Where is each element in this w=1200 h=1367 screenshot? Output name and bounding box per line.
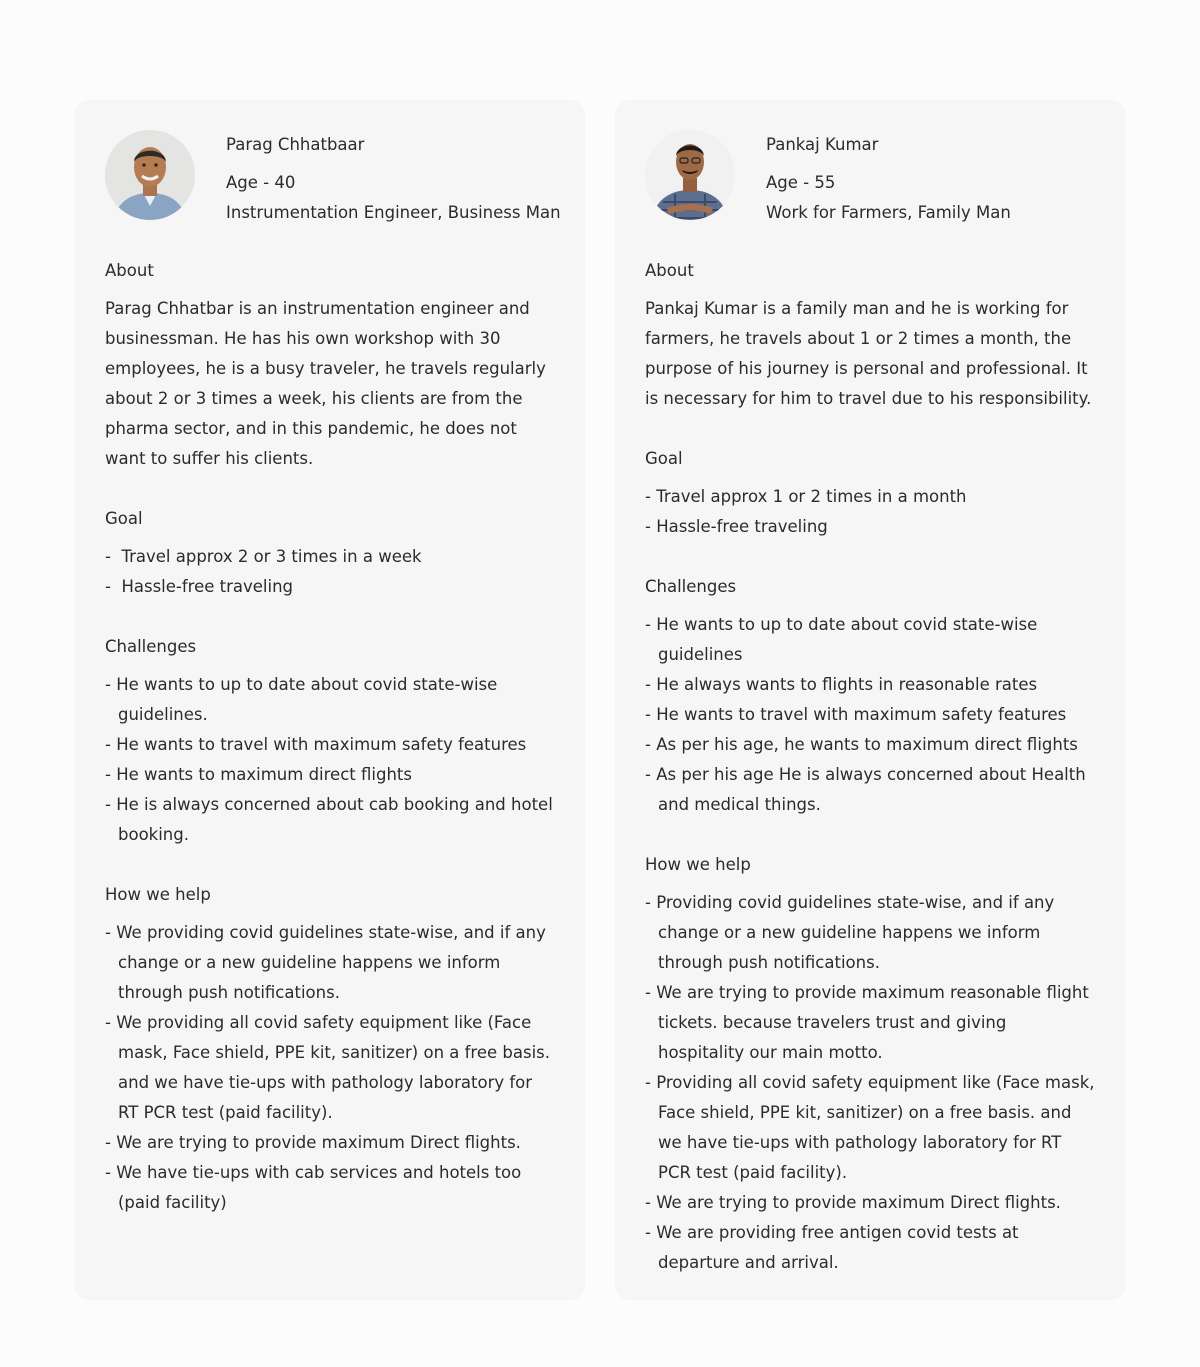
list-item: - He wants to up to date about covid state-wise guidelines. [105,670,555,730]
list-item: - We providing covid guidelines state-wise, and if any change or a new guideline happens we inform through push notifications. [105,918,555,1008]
list-item: - We are providing free antigen covid tests at departure and arrival. [645,1218,1095,1278]
challenges-heading: Challenges [645,577,737,596]
persona-header [645,130,1095,256]
avatar-photo [105,130,195,220]
about-heading: About [645,261,694,280]
persona-role: Work for Farmers, Family Man [766,203,1011,222]
about-heading: About [105,261,154,280]
persona-role: Instrumentation Engineer, Business Man [226,203,561,222]
persona-age: Age - 55 [766,173,836,192]
list-item: - We providing all covid safety equipment like (Face mask, Face shield, PPE kit, sanitizer) on a free basis. and we have tie-ups with pathology laboratory for RT PCR test (paid facility). [105,1008,555,1128]
list-item: - We are trying to provide maximum Direct flights. [645,1188,1095,1218]
list-item: - He wants to travel with maximum safety features [645,700,1095,730]
persona-header [105,130,561,256]
help-list [645,888,1095,1278]
list-item: - He wants to maximum direct flights [105,760,555,790]
list-item: - We are trying to provide maximum Direct flights. [105,1128,555,1158]
list-item: - Hassle-free traveling [645,512,1095,542]
challenges-heading: Challenges [105,637,197,656]
persona-name: Pankaj Kumar [766,135,879,154]
list-item: - We are trying to provide maximum reasonable flight tickets. because travelers trust and giving hospitality our main motto. [645,978,1095,1068]
help-heading: How we help [105,885,211,904]
list-item: - He wants to up to date about covid state-wise guidelines [645,610,1095,670]
persona-name: Parag Chhatbaar [226,135,365,154]
goal-list [105,542,555,602]
list-item: - He always wants to flights in reasonable rates [645,670,1095,700]
about-text: Parag Chhatbar is an instrumentation engineer and businessman. He has his own workshop with 30 employees, he is a busy traveler, he travels regularly about 2 or 3 times a week, his clients are from the pharma sector, and in this pandemic, he does not want to suffer his clients. [105,299,546,468]
challenges-list [645,610,1095,820]
list-item: - We have tie-ups with cab services and hotels too (paid facility) [105,1158,555,1218]
list-item: - He is always concerned about cab booking and hotel booking. [105,790,555,850]
list-item: - As per his age, he wants to maximum direct flights [645,730,1095,760]
list-item: - As per his age He is always concerned about Health and medical things. [645,760,1095,820]
list-item: - Travel approx 2 or 3 times in a week [105,542,555,572]
goal-list [645,482,1095,542]
about-text: Pankaj Kumar is a family man and he is working for farmers, he travels about 1 or 2 times a month, the purpose of his journey is personal and professional. It is necessary for him to travel due to his responsibility. [645,299,1092,408]
challenges-list [105,670,555,850]
list-item: - Providing covid guidelines state-wise, and if any change or a new guideline happens we inform through push notifications. [645,888,1095,978]
list-item: - Providing all covid safety equipment like (Face mask, Face shield, PPE kit, sanitizer) on a free basis. and we have tie-ups with pathology laboratory for RT PCR test (paid facility). [645,1068,1095,1188]
goal-heading: Goal [105,509,143,528]
list-item: - Hassle-free traveling [105,572,555,602]
help-heading: How we help [645,855,751,874]
list-item: - Travel approx 1 or 2 times in a month [645,482,1095,512]
persona-card-pankaj [615,100,1125,1300]
list-item: - He wants to travel with maximum safety features [105,730,555,760]
persona-age: Age - 40 [226,173,296,192]
goal-heading: Goal [645,449,683,468]
persona-card-parag [75,100,585,1300]
avatar-photo [645,130,735,220]
help-list [105,918,555,1218]
